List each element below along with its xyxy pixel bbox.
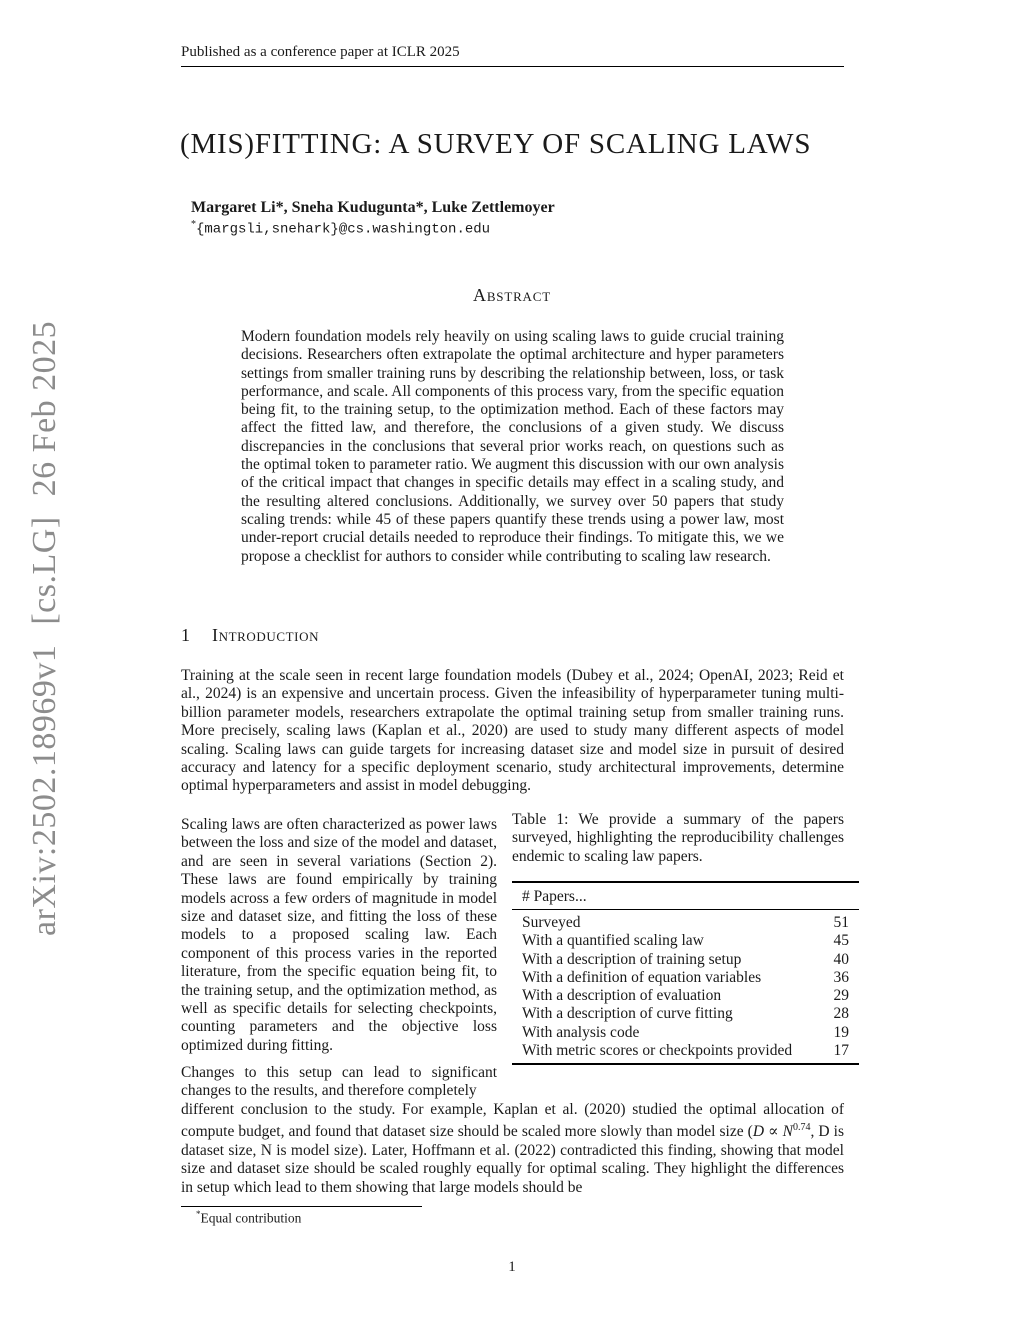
row-label: With metric scores or checkpoints provided (522, 1042, 793, 1060)
row-value: 19 (833, 1023, 849, 1041)
intro-paragraph-3-continued (181, 1101, 844, 1197)
intro-paragraph-3-start: Changes to this setup can lead to significant changes to the results, and therefore completely (181, 1064, 497, 1100)
table-row (522, 1042, 849, 1060)
table-caption: Table 1: We provide a summary of the papers surveyed, highlighting the reproducibility challenges endemic to scaling law papers. (512, 811, 844, 865)
abstract-body: Modern foundation models rely heavily on using scaling laws to guide crucial training decisions. Researchers often extrapolate the optimal architecture and hyper parameters settings from smaller training runs by describing the relationship between, loss, or task performance, and scale. All components of this process vary, from the specific equation being fit, to the training setup, to the optimization method. Each of these factors may affect the fitted law, and therefore, the conclusions of a given study. We discuss discrepancies in the conclusions that several prior works reach, on questions such as the optimal token to parameter ratio. We augment this discussion with our own analysis of the critical impact that changes in specific details may effect in a scaling study, and the resulting altered conclusions. Additionally, we survey over 50 papers that study scaling trends: while 45 of these papers quantify these trends using a power law, most under-report crucial details needed to reproduce their findings. To mitigate this, we we propose a checklist for authors to consider while contributing to scaling law research. (241, 328, 784, 565)
footnote-mark: * (196, 1209, 201, 1219)
papers-table (512, 881, 859, 1065)
row-value: 17 (833, 1042, 849, 1060)
arxiv-stamp (26, 320, 64, 946)
header-rule (181, 66, 844, 67)
equal-contribution-mark: * (191, 219, 196, 230)
row-label: With a description of training setup (522, 950, 742, 968)
row-value: 51 (833, 914, 849, 931)
section-heading (181, 625, 319, 646)
intro-paragraph-2: Scaling laws are often characterized as power laws between the loss and size of the model and dataset, and are seen in several variations (Section 2). These laws are found empirically by training models across a few orders of magnitude in model size and dataset size, and fitting the loss of these models to a proposed scaling law. Each component of this process varies in the reported literature, from the specific equation being fit, to the training setup, and the optimization method, as well as specific details for selecting checkpoints, counting parameters and the objective loss optimized during fitting. (181, 816, 497, 1054)
table-row (522, 969, 849, 987)
table-header: # Papers... (512, 883, 859, 910)
running-header: Published as a conference paper at ICLR 2025 (181, 44, 460, 60)
row-value: 36 (833, 968, 849, 986)
table-row (522, 914, 849, 932)
footnote-rule (181, 1206, 422, 1207)
table-body (512, 910, 859, 1063)
scaling-exponent: 0.74 (792, 1122, 811, 1134)
paper-title: (MIS)FITTING: A SURVEY OF SCALING LAWS (180, 128, 812, 160)
scaling-formula: D ∝ N (752, 1123, 793, 1141)
row-label: Surveyed (522, 914, 581, 931)
table-row (522, 1005, 849, 1023)
row-value: 40 (833, 950, 849, 968)
row-label: With analysis code (522, 1023, 640, 1041)
page-number: 1 (508, 1259, 516, 1275)
email-text: {margsli,snehark}@cs.washington.edu (196, 221, 491, 238)
section-number: 1 (181, 625, 190, 645)
row-value: 28 (833, 1005, 849, 1023)
author-list: Margaret Li*, Sneha Kudugunta*, Luke Zettlemoyer (191, 199, 555, 216)
row-value: 45 (833, 932, 849, 950)
author-emails (191, 219, 490, 238)
row-label: With a description of evaluation (522, 987, 722, 1005)
row-value: 29 (833, 987, 849, 1005)
row-label: With a definition of equation variables (522, 968, 762, 986)
table-row (522, 987, 849, 1005)
table-row (522, 932, 849, 950)
intro-paragraph-1: Training at the scale seen in recent large foundation models (Dubey et al., 2024; OpenAI, 2023; Reid et al., 2024) is an expensive and uncertain process. Given the infeasibility of hyperparameter tuning multi-billion parameter models, researchers extrapolate the optimal training setup from smaller training runs. More precisely, scaling laws (Kaplan et al., 2020) are used to study many different aspects of model scaling. Scaling laws can guide targets for increasing dataset size and model size in pursuit of desired accuracy and latency for a specific deployment scenario, study architectural improvements, determine optimal hyperparameters and assist in model debugging. (181, 667, 844, 795)
table-row (522, 951, 849, 969)
p3-text-b: , D is dataset size, N is model size). Later, Hoffmann et al. (2022) contradicted this finding, showing that model size and dataset size should be scaled roughly equally for optimal scaling. They highlight the differences in setup which lead to them showing that large models should be (181, 1123, 844, 1196)
footnote-text: Equal contribution (200, 1210, 302, 1226)
section-title: Introduction (212, 625, 320, 645)
arxiv-category: [cs.LG] (26, 516, 63, 625)
row-label: With a description of curve fitting (522, 1005, 733, 1023)
p3-text-a: different conclusion to the study. For example, Kaplan et al. (2020) studied the optimal allocation of compute budget, and found that dataset size should be scaled more slowly than model size ( (181, 1101, 844, 1141)
arxiv-id: arXiv:2502.18969v1 (26, 644, 63, 936)
footnote (196, 1209, 301, 1227)
row-label: With a quantified scaling law (522, 932, 704, 950)
table-row (522, 1024, 849, 1042)
arxiv-date: 26 Feb 2025 (26, 320, 63, 497)
abstract-heading: Abstract (473, 285, 551, 305)
